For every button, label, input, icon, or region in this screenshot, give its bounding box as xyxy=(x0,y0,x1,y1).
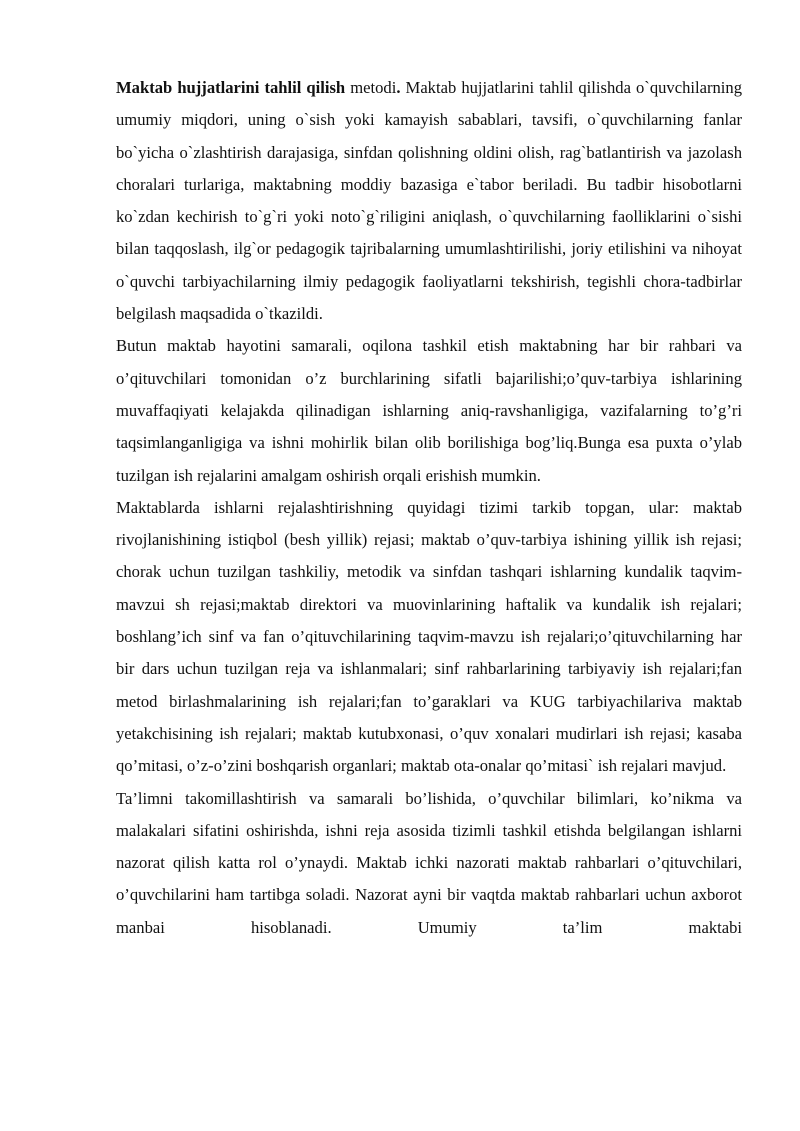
lead-tail-text: metodi xyxy=(345,78,397,97)
paragraph-planning-system: Maktablarda ishlarni rejalashtirishning quyidagi tizimi tarkib topgan, ular: maktab rivojlanishining istiqbol (besh yillik) rejasi; maktab o’quv-tarbiya ishining yillik ish rejasi; chorak uchun tuzilgan tashkiliy, metodik va sinfdan tashqari ishlarning kundalik taqvim-mavzui sh rejasi;maktab direktori va muovinlarining haftalik va kundalik ish rejalari; boshlang’ich sinf va fan o’qituvchilarining taqvim-mavzu ish rejalari;o’qituvchilarning har bir dars uchun tuzilgan reja va ishlanmalari; sinf rahbarlarining tarbiyaviy ish rejalari;fan metod birlashmalarining ish rejalari;fan to’garaklari va KUG tarbiyachilariva maktab yetakchisining ish rejalari; maktab kutubxonasi, o’quv xonalari mudirlari ish rejasi; kasaba qo’mitasi, o’z-o’zini boshqarish organlari; maktab ota-onalar qo’mitasi` ish rejalari mavjud. xyxy=(116,497,742,776)
document-page xyxy=(116,72,742,944)
paragraph-education-control: Ta’limni takomillashtirish va samarali bo’lishida, o’quvchilar bilimlari, ko’nikma va malakalari sifatini oshirishda, ishni reja asosida tizimli tashkil etishda belgilangan ishlarni nazorat qilish katta rol o’ynaydi. Maktab ichki nazorati maktab rahbarlari o’qituvchilari, o’quvchilarini ham tartibga soladi. Nazorat ayni bir vaqtda maktab rahbarlari uchun axborot manbai hisoblanadi. Umumiy ta’lim maktabi xyxy=(116,788,742,937)
paragraph-1-text: Maktab hujjatlarini tahlil qilishda o`quvchilarning umumiy miqdori, uning o`sish yoki kamayish sabablari, tavsifi, o`quvchilarning fanlar bo`yicha o`zlashtirish darajasiga, sinfdan qolishning oldini olish, rag`batlantirish va jazolash choralari turlariga, maktabning moddiy bazasiga e`tabor beriladi. Bu tadbir hisobotlarni ko`zdan kechirish to`g`ri yoki noto`g`riligini aniqlash, o`quvchilarning faolliklarini o`sishi bilan taqqoslash, ilg`or pedagogik tajribalarning umumlashtirilishi, joriy etilishini va nihoyat o`quvchi tarbiyachilarning ilmiy pedagogik faoliyatlarni tekshirish, tegishli chora-tadbirlar belgilash maqsadida o`tkazildi. xyxy=(116,78,742,324)
paragraph-school-life: Butun maktab hayotini samarali, oqilona tashkil etish maktabning har bir rahbari va o’qituvchilari tomonidan o’z burchlarining sifatli bajarilishi;o’quv-tarbiya ishlarining muvaffaqiyati kelajakda qilinadigan ishlarning aniq-ravshanligiga, vazifalarning to’g’ri taqsimlanganligiga va ishni mohirlik bilan olib borilishiga bog’liq.Bunga esa puxta o’ylab tuzilgan ish rejalarini amalgam oshirish orqali erishish mumkin. xyxy=(116,336,742,485)
bold-lead-heading: Maktab hujjatlarini tahlil qilish xyxy=(116,78,346,97)
paragraph-document-analysis xyxy=(116,72,742,330)
bold-period: . xyxy=(396,78,401,97)
